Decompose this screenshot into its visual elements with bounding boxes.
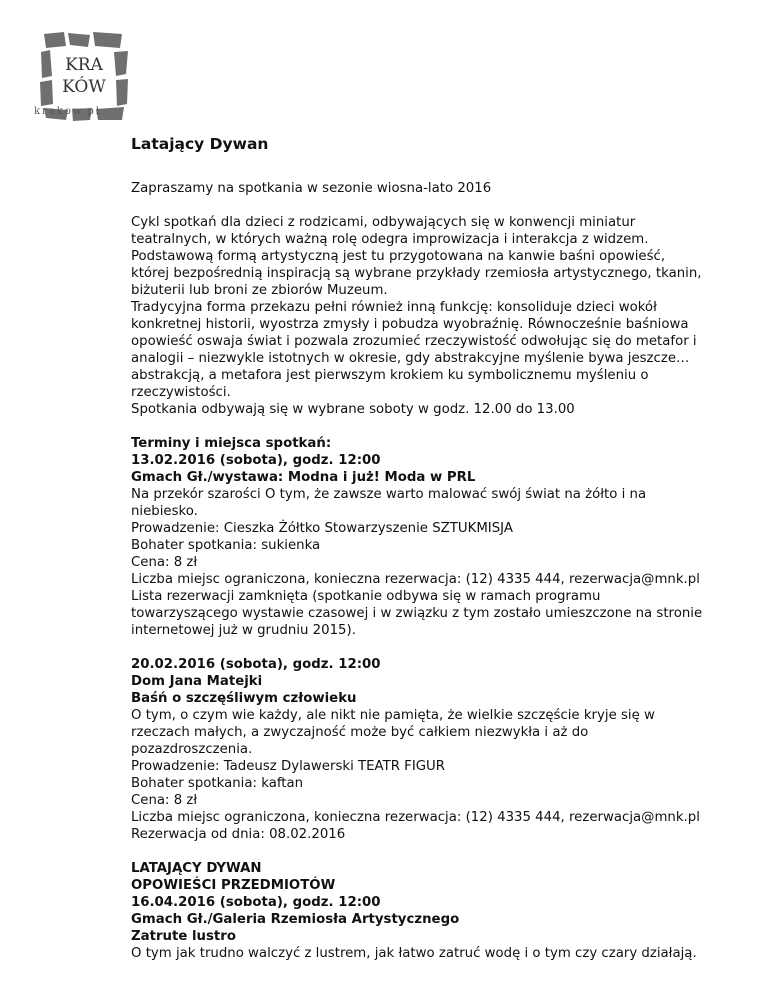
logo-caption: krakow.pl (34, 106, 102, 117)
event-date: 20.02.2016 (sobota), godz. 12:00 (131, 657, 381, 672)
event-line: niebiesko. (131, 504, 198, 519)
desc-line: rzeczywistości. (131, 385, 231, 400)
event-2 (131, 656, 751, 843)
event-date: 13.02.2016 (sobota), godz. 12:00 (131, 453, 381, 468)
intro: Zapraszamy na spotkania w sezonie wiosna-lato 2016 (131, 181, 492, 196)
desc-line: Cykl spotkań dla dzieci z rodzicami, odbywających się w konwencji miniatur (131, 215, 636, 230)
event-line: internetowej już w grudniu 2015). (131, 623, 356, 638)
event-3 (131, 860, 751, 962)
desc-line: opowieść oswaja świat i pozwala zrozumieć rzeczywistość odwołując się do metafor i (131, 334, 697, 349)
desc-line: Podstawową formą artystyczną jest tu przygotowana na kanwie baśni opowieść, (131, 249, 666, 264)
event-heading: Terminy i miejsca spotkań: (131, 436, 332, 451)
event-1 (131, 435, 751, 639)
desc-line: konkretnej historii, wyostrza zmysły i pobudza wyobraźnię. Równocześnie baśniowa (131, 317, 689, 332)
event-place: Dom Jana Matejki (131, 674, 263, 689)
desc-line: analogii – niezwykle istotnych w okresie, gdy abstrakcyjne myślenie bywa jeszcze… (131, 351, 690, 366)
logo-line2: KÓW (62, 77, 106, 97)
event-line: O tym jak trudno walczyć z lustrem, jak łatwo zatruć wodę i o tym czy czary działają. (131, 946, 697, 961)
event-line: Cena: 8 zł (131, 555, 198, 570)
event-line: Prowadzenie: Tadeusz Dylawerski TEATR FIGUR (131, 759, 446, 774)
desc-line: Tradycyjna forma przekazu pełni również inną funkcję: konsoliduje dzieci wokół (131, 300, 657, 315)
event-line: Bohater spotkania: kaftan (131, 776, 304, 791)
event-subseries: OPOWIEŚCI PRZEDMIOTÓW (131, 878, 336, 893)
event-line: O tym, o czym wie każdy, ale nikt nie pamięta, że wielkie szczęście kryje się w (131, 708, 655, 723)
event-title: Baśń o szczęśliwym człowieku (131, 691, 357, 706)
desc-line: abstrakcją, a metafora jest pierwszym krokiem ku symbolicznemu myśleniu o (131, 368, 649, 383)
logo-line1: KRA (65, 55, 103, 75)
event-line: Liczba miejsc ograniczona, konieczna rezerwacja: (12) 4335 444, rezerwacja@mnk.pl (131, 572, 700, 587)
description (131, 214, 751, 418)
event-line: pozazdroszczenia. (131, 742, 253, 757)
event-line: towarzyszącego wystawie czasowej i w związku z tym zostało umieszczone na stronie (131, 606, 703, 621)
event-date: 16.04.2016 (sobota), godz. 12:00 (131, 895, 381, 910)
event-place: Gmach Gł./wystawa: Modna i już! Moda w PRL (131, 470, 476, 485)
desc-line: której bezpośrednią inspiracją są wybrane przykłady rzemiosła artystycznego, tkanin, (131, 266, 702, 281)
event-line: Bohater spotkania: sukienka (131, 538, 321, 553)
event-place: Gmach Gł./Galeria Rzemiosła Artystycznego (131, 912, 460, 927)
event-line: Lista rezerwacji zamknięta (spotkanie odbywa się w ramach programu (131, 589, 601, 604)
event-line: Rezerwacja od dnia: 08.02.2016 (131, 827, 346, 842)
event-line: Liczba miejsc ograniczona, konieczna rezerwacja: (12) 4335 444, rezerwacja@mnk.pl (131, 810, 700, 825)
document-body (131, 134, 751, 962)
desc-line: teatralnych, w których ważną rolę odegra improwizacja i interakcja z widzem. (131, 232, 649, 247)
event-title: Zatrute lustro (131, 929, 236, 944)
event-line: Cena: 8 zł (131, 793, 198, 808)
event-series: LATAJĄCY DYWAN (131, 861, 262, 876)
page-title: Latający Dywan (131, 135, 269, 153)
desc-line: Spotkania odbywają się w wybrane soboty w godz. 12.00 do 13.00 (131, 402, 575, 417)
desc-line: biżuterii lub broni ze zbiorów Muzeum. (131, 283, 388, 298)
event-line: Na przekór szarości O tym, że zawsze warto malować swój świat na żółto i na (131, 487, 647, 502)
event-line: rzeczach małych, a zwyczajność może być całkiem niezwykła i aż do (131, 725, 589, 740)
event-line: Prowadzenie: Cieszka Żółtko Stowarzyszenie SZTUKMISJA (131, 521, 513, 536)
